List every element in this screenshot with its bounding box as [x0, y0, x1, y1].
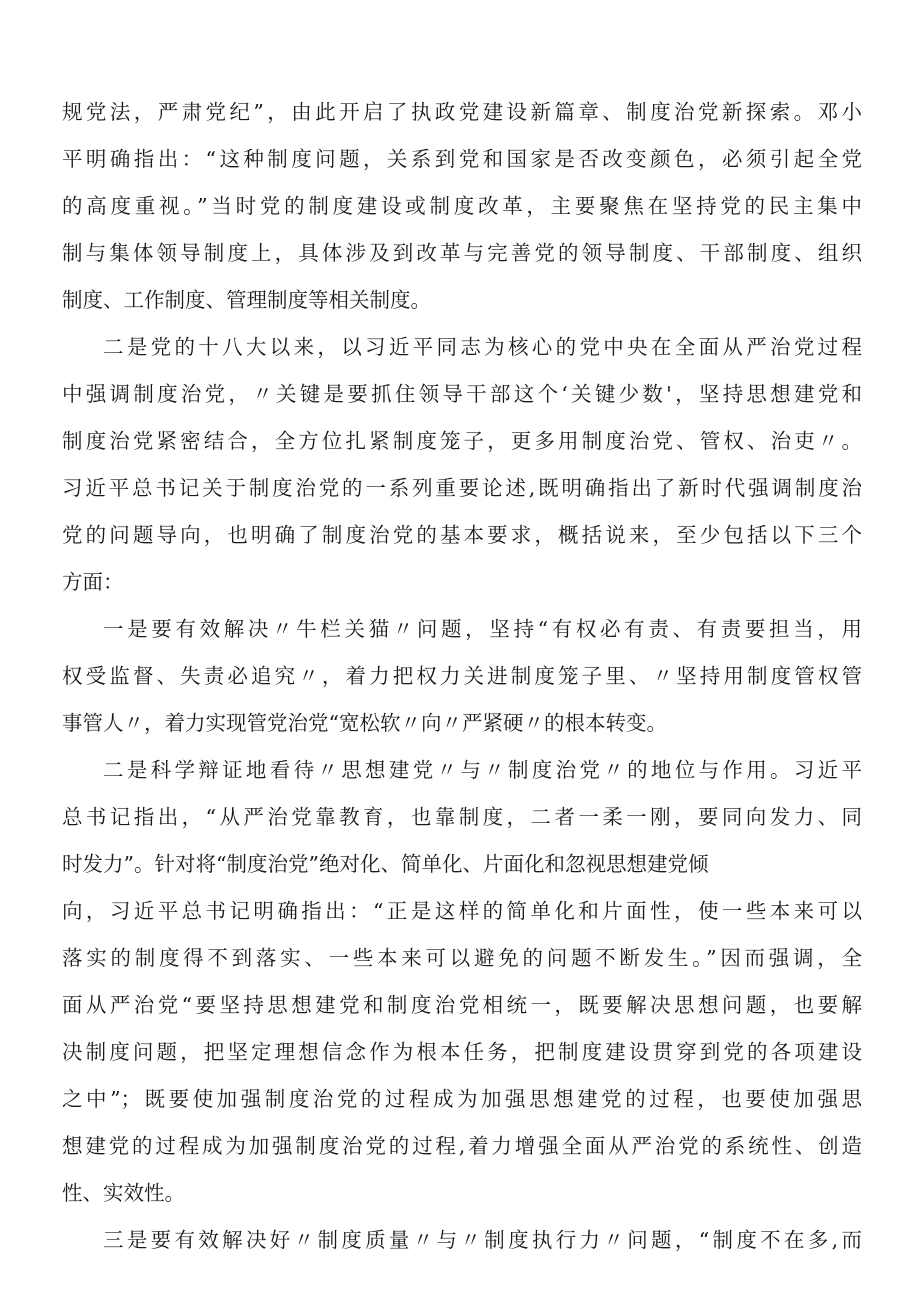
- text-line: 性、实效性。: [62, 1181, 185, 1205]
- text-line: 落实的制度得不到落实、一些本来可以避免的问题不断发生。”因而强调，全: [62, 946, 862, 970]
- text-line: 的高度重视。”当时党的制度建设或制度改革，主要聚焦在坚持党的民主集中: [62, 194, 862, 218]
- text-line: 想建党的过程成为加强制度治党的过程,着力增强全面从严治党的系统性、创造: [62, 1134, 862, 1158]
- text-line: 制度治党紧密结合，全方位扎紧制度笼子，更多用制度治党、管权、治吏〃。: [62, 429, 862, 453]
- text-line: 中强调制度治党，〃关键是要抓住领导干部这个‘关键少数'，坚持思想建党和: [62, 382, 862, 406]
- text-line: 权受监督、失责必追究〃，着力把权力关进制度笼子里、〃坚持用制度管权管: [62, 664, 862, 688]
- text-line: 面从严治党“要坚持思想建党和制度治党相统一，既要解决思想问题，也要解: [62, 993, 862, 1017]
- text-line: 总书记指出，“从严治党靠教育，也靠制度，二者一柔一刚，要同向发力、同: [62, 805, 862, 829]
- paragraph-first-line: 二是党的十八大以来，以习近平同志为核心的党中央在全面从严治党过程: [103, 335, 862, 359]
- text-line: 方面：: [62, 570, 124, 594]
- paragraph-first-line: 一是要有效解决〃牛栏关猫〃问题，坚持“有权必有责、有责要担当，用: [103, 617, 862, 641]
- text-line: 制度、工作制度、管理制度等相关制度。: [62, 288, 431, 312]
- text-line: 制与集体领导制度上，具体涉及到改革与完善党的领导制度、干部制度、组织: [62, 241, 862, 265]
- text-line: 事管人〃，着力实现管党治党“宽松软〃向〃严紧硬〃的根本转变。: [62, 711, 667, 735]
- text-line: 习近平总书记关于制度治党的一系列重要论述,既明确指出了新时代强调制度治: [62, 476, 862, 500]
- text-line: 决制度问题，把坚定理想信念作为根本任务，把制度建设贯穿到党的各项建设: [62, 1040, 862, 1064]
- paragraph-first-line: 二是科学辩证地看待〃思想建党〃与〃制度治党〃的地位与作用。习近平: [103, 758, 862, 782]
- text-line: 向，习近平总书记明确指出：“正是这样的简单化和片面性，使一些本来可以: [62, 899, 862, 923]
- text-line: 之中”；既要使加强制度治党的过程成为加强思想建党的过程，也要使加强思: [62, 1087, 862, 1111]
- text-line: 党的问题导向，也明确了制度治党的基本要求，概括说来，至少包括以下三个: [62, 523, 862, 547]
- text-line: 时发力”。针对将“制度治党”绝对化、简单化、片面化和忽视思想建党倾: [62, 852, 709, 876]
- paragraph-first-line: 三是要有效解决好〃制度质量〃与〃制度执行力〃问题，“制度不在多,而: [103, 1228, 862, 1252]
- text-line: 平明确指出：“这种制度问题，关系到党和国家是否改变颜色，必须引起全党: [62, 147, 862, 171]
- text-line: 规党法，严肃党纪”，由此开启了执政党建设新篇章、制度治党新探索。邓小: [62, 100, 862, 124]
